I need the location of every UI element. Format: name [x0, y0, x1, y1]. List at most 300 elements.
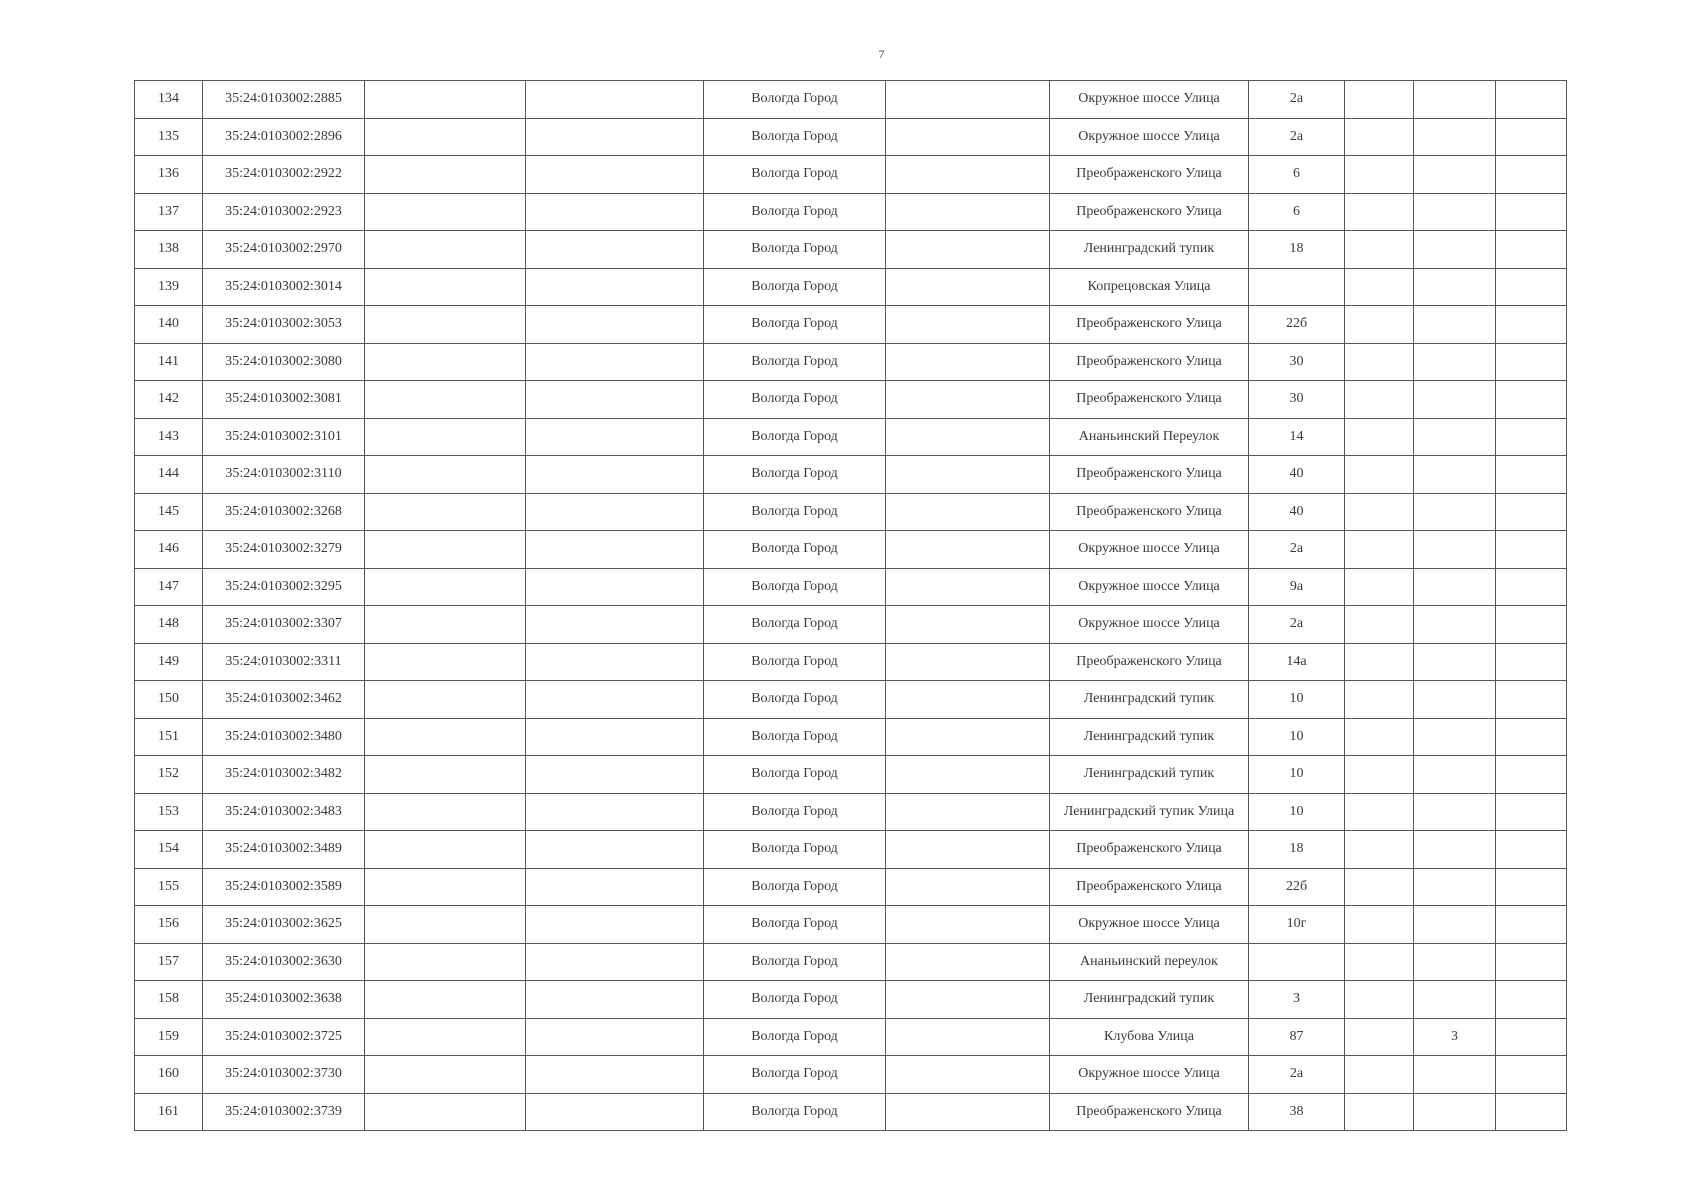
empty-cell — [1496, 1056, 1567, 1094]
table-row — [135, 981, 1567, 1019]
house-number-cell: 14 — [1249, 418, 1345, 456]
empty-cell — [1345, 418, 1414, 456]
cadastral-number-cell: 35:24:0103002:3101 — [203, 418, 365, 456]
building-cell — [1414, 756, 1496, 794]
building-cell — [1414, 231, 1496, 269]
empty-cell — [886, 681, 1050, 719]
empty-cell — [886, 306, 1050, 344]
empty-cell — [886, 268, 1050, 306]
table-row — [135, 381, 1567, 419]
street-cell: Преображенского Улица — [1050, 193, 1249, 231]
empty-cell — [886, 756, 1050, 794]
cadastral-number-cell: 35:24:0103002:2896 — [203, 118, 365, 156]
empty-cell — [365, 381, 526, 419]
empty-cell — [1345, 381, 1414, 419]
house-number-cell: 2а — [1249, 531, 1345, 569]
row-number-cell: 138 — [135, 231, 203, 269]
table-row — [135, 531, 1567, 569]
empty-cell — [1345, 568, 1414, 606]
row-number-cell: 141 — [135, 343, 203, 381]
building-cell — [1414, 1056, 1496, 1094]
row-number-cell: 153 — [135, 793, 203, 831]
table-row — [135, 231, 1567, 269]
building-cell — [1414, 306, 1496, 344]
empty-cell — [1496, 943, 1567, 981]
cadastral-number-cell: 35:24:0103002:3081 — [203, 381, 365, 419]
city-cell: Вологда Город — [704, 643, 886, 681]
row-number-cell: 158 — [135, 981, 203, 1019]
empty-cell — [1345, 306, 1414, 344]
empty-cell — [526, 606, 704, 644]
empty-cell — [886, 643, 1050, 681]
city-cell: Вологда Город — [704, 193, 886, 231]
empty-cell — [886, 531, 1050, 569]
street-cell: Преображенского Улица — [1050, 156, 1249, 194]
building-cell — [1414, 568, 1496, 606]
empty-cell — [526, 568, 704, 606]
table-row — [135, 681, 1567, 719]
row-number-cell: 148 — [135, 606, 203, 644]
empty-cell — [886, 456, 1050, 494]
building-cell — [1414, 381, 1496, 419]
empty-cell — [526, 456, 704, 494]
house-number-cell: 2а — [1249, 81, 1345, 119]
row-number-cell: 142 — [135, 381, 203, 419]
empty-cell — [1496, 643, 1567, 681]
row-number-cell: 152 — [135, 756, 203, 794]
empty-cell — [526, 793, 704, 831]
empty-cell — [1496, 1018, 1567, 1056]
empty-cell — [1345, 231, 1414, 269]
house-number-cell: 87 — [1249, 1018, 1345, 1056]
building-cell — [1414, 493, 1496, 531]
empty-cell — [886, 831, 1050, 869]
building-cell — [1414, 868, 1496, 906]
street-cell: Ленинградский тупик — [1050, 981, 1249, 1019]
empty-cell — [365, 793, 526, 831]
row-number-cell: 161 — [135, 1093, 203, 1131]
empty-cell — [365, 268, 526, 306]
empty-cell — [526, 531, 704, 569]
row-number-cell: 151 — [135, 718, 203, 756]
building-cell — [1414, 268, 1496, 306]
row-number-cell: 136 — [135, 156, 203, 194]
table-row — [135, 906, 1567, 944]
table-row — [135, 493, 1567, 531]
city-cell: Вологда Город — [704, 568, 886, 606]
city-cell: Вологда Город — [704, 156, 886, 194]
house-number-cell: 10 — [1249, 681, 1345, 719]
empty-cell — [886, 568, 1050, 606]
empty-cell — [1345, 718, 1414, 756]
empty-cell — [886, 606, 1050, 644]
empty-cell — [1345, 531, 1414, 569]
row-number-cell: 147 — [135, 568, 203, 606]
house-number-cell: 10 — [1249, 718, 1345, 756]
row-number-cell: 157 — [135, 943, 203, 981]
house-number-cell: 10г — [1249, 906, 1345, 944]
city-cell: Вологда Город — [704, 943, 886, 981]
row-number-cell: 154 — [135, 831, 203, 869]
street-cell: Преображенского Улица — [1050, 868, 1249, 906]
house-number-cell: 22б — [1249, 306, 1345, 344]
empty-cell — [1345, 456, 1414, 494]
street-cell: Ананьинский Переулок — [1050, 418, 1249, 456]
cadastral-number-cell: 35:24:0103002:3480 — [203, 718, 365, 756]
empty-cell — [365, 756, 526, 794]
empty-cell — [365, 531, 526, 569]
empty-cell — [1496, 793, 1567, 831]
table-row — [135, 718, 1567, 756]
empty-cell — [526, 868, 704, 906]
empty-cell — [1345, 793, 1414, 831]
street-cell: Преображенского Улица — [1050, 381, 1249, 419]
empty-cell — [1345, 981, 1414, 1019]
table-row — [135, 868, 1567, 906]
cadastral-number-cell: 35:24:0103002:3080 — [203, 343, 365, 381]
empty-cell — [1496, 1093, 1567, 1131]
empty-cell — [1345, 831, 1414, 869]
street-cell: Окружное шоссе Улица — [1050, 606, 1249, 644]
empty-cell — [1496, 681, 1567, 719]
registry-table — [134, 80, 1567, 1131]
row-number-cell: 156 — [135, 906, 203, 944]
city-cell: Вологда Город — [704, 268, 886, 306]
city-cell: Вологда Город — [704, 981, 886, 1019]
row-number-cell: 143 — [135, 418, 203, 456]
building-cell: 3 — [1414, 1018, 1496, 1056]
table-row — [135, 568, 1567, 606]
cadastral-number-cell: 35:24:0103002:3295 — [203, 568, 365, 606]
house-number-cell: 3 — [1249, 981, 1345, 1019]
street-cell: Окружное шоссе Улица — [1050, 531, 1249, 569]
empty-cell — [1496, 981, 1567, 1019]
city-cell: Вологда Город — [704, 118, 886, 156]
empty-cell — [526, 493, 704, 531]
empty-cell — [1496, 156, 1567, 194]
cadastral-number-cell: 35:24:0103002:3482 — [203, 756, 365, 794]
cadastral-number-cell: 35:24:0103002:3307 — [203, 606, 365, 644]
building-cell — [1414, 456, 1496, 494]
empty-cell — [365, 831, 526, 869]
empty-cell — [1496, 118, 1567, 156]
house-number-cell: 10 — [1249, 756, 1345, 794]
empty-cell — [1345, 756, 1414, 794]
empty-cell — [1345, 606, 1414, 644]
cadastral-number-cell: 35:24:0103002:3589 — [203, 868, 365, 906]
house-number-cell: 9а — [1249, 568, 1345, 606]
building-cell — [1414, 718, 1496, 756]
building-cell — [1414, 606, 1496, 644]
empty-cell — [526, 718, 704, 756]
empty-cell — [526, 906, 704, 944]
empty-cell — [526, 81, 704, 119]
empty-cell — [365, 231, 526, 269]
empty-cell — [526, 831, 704, 869]
city-cell: Вологда Город — [704, 1018, 886, 1056]
table-row — [135, 643, 1567, 681]
empty-cell — [886, 1093, 1050, 1131]
empty-cell — [886, 156, 1050, 194]
empty-cell — [1496, 81, 1567, 119]
empty-cell — [1345, 156, 1414, 194]
empty-cell — [1496, 231, 1567, 269]
row-number-cell: 145 — [135, 493, 203, 531]
row-number-cell: 137 — [135, 193, 203, 231]
empty-cell — [886, 231, 1050, 269]
table-row — [135, 756, 1567, 794]
street-cell: Окружное шоссе Улица — [1050, 1056, 1249, 1094]
house-number-cell: 30 — [1249, 381, 1345, 419]
empty-cell — [1345, 81, 1414, 119]
city-cell: Вологда Город — [704, 81, 886, 119]
house-number-cell: 38 — [1249, 1093, 1345, 1131]
cadastral-number-cell: 35:24:0103002:3489 — [203, 831, 365, 869]
table-row — [135, 118, 1567, 156]
house-number-cell: 2а — [1249, 606, 1345, 644]
table-row — [135, 456, 1567, 494]
building-cell — [1414, 943, 1496, 981]
empty-cell — [365, 81, 526, 119]
house-number-cell: 18 — [1249, 831, 1345, 869]
empty-cell — [365, 118, 526, 156]
cadastral-number-cell: 35:24:0103002:3630 — [203, 943, 365, 981]
cadastral-number-cell: 35:24:0103002:3053 — [203, 306, 365, 344]
city-cell: Вологда Город — [704, 606, 886, 644]
city-cell: Вологда Город — [704, 418, 886, 456]
empty-cell — [1496, 531, 1567, 569]
row-number-cell: 150 — [135, 681, 203, 719]
building-cell — [1414, 981, 1496, 1019]
street-cell: Ленинградский тупик — [1050, 756, 1249, 794]
city-cell: Вологда Город — [704, 793, 886, 831]
house-number-cell: 40 — [1249, 493, 1345, 531]
empty-cell — [526, 1056, 704, 1094]
building-cell — [1414, 193, 1496, 231]
city-cell: Вологда Город — [704, 868, 886, 906]
empty-cell — [1345, 343, 1414, 381]
empty-cell — [365, 1093, 526, 1131]
street-cell: Окружное шоссе Улица — [1050, 81, 1249, 119]
empty-cell — [886, 193, 1050, 231]
empty-cell — [1496, 456, 1567, 494]
empty-cell — [1345, 1093, 1414, 1131]
empty-cell — [365, 418, 526, 456]
street-cell: Преображенского Улица — [1050, 456, 1249, 494]
cadastral-number-cell: 35:24:0103002:3268 — [203, 493, 365, 531]
empty-cell — [886, 718, 1050, 756]
row-number-cell: 144 — [135, 456, 203, 494]
city-cell: Вологда Город — [704, 1056, 886, 1094]
empty-cell — [365, 606, 526, 644]
cadastral-number-cell: 35:24:0103002:3730 — [203, 1056, 365, 1094]
house-number-cell: 30 — [1249, 343, 1345, 381]
empty-cell — [1345, 868, 1414, 906]
empty-cell — [526, 156, 704, 194]
building-cell — [1414, 906, 1496, 944]
building-cell — [1414, 793, 1496, 831]
empty-cell — [886, 868, 1050, 906]
empty-cell — [1345, 906, 1414, 944]
cadastral-number-cell: 35:24:0103002:3638 — [203, 981, 365, 1019]
table-row — [135, 81, 1567, 119]
empty-cell — [886, 118, 1050, 156]
empty-cell — [365, 156, 526, 194]
cadastral-number-cell: 35:24:0103002:2922 — [203, 156, 365, 194]
row-number-cell: 146 — [135, 531, 203, 569]
empty-cell — [886, 793, 1050, 831]
house-number-cell: 18 — [1249, 231, 1345, 269]
city-cell: Вологда Город — [704, 681, 886, 719]
empty-cell — [1496, 868, 1567, 906]
street-cell: Ленинградский тупик — [1050, 231, 1249, 269]
cadastral-number-cell: 35:24:0103002:3483 — [203, 793, 365, 831]
empty-cell — [526, 756, 704, 794]
empty-cell — [886, 81, 1050, 119]
empty-cell — [1496, 306, 1567, 344]
table-row — [135, 1056, 1567, 1094]
table-row — [135, 943, 1567, 981]
table-row — [135, 343, 1567, 381]
empty-cell — [1496, 606, 1567, 644]
empty-cell — [365, 493, 526, 531]
house-number-cell: 14а — [1249, 643, 1345, 681]
cadastral-number-cell: 35:24:0103002:3279 — [203, 531, 365, 569]
table-row — [135, 831, 1567, 869]
cadastral-number-cell: 35:24:0103002:3014 — [203, 268, 365, 306]
table-row — [135, 1093, 1567, 1131]
empty-cell — [526, 681, 704, 719]
street-cell: Копрецовская Улица — [1050, 268, 1249, 306]
page-number: 7 — [878, 47, 885, 61]
street-cell: Преображенского Улица — [1050, 493, 1249, 531]
city-cell: Вологда Город — [704, 381, 886, 419]
empty-cell — [365, 868, 526, 906]
empty-cell — [886, 906, 1050, 944]
house-number-cell — [1249, 943, 1345, 981]
street-cell: Преображенского Улица — [1050, 643, 1249, 681]
empty-cell — [1345, 193, 1414, 231]
street-cell: Окружное шоссе Улица — [1050, 118, 1249, 156]
cadastral-number-cell: 35:24:0103002:3110 — [203, 456, 365, 494]
empty-cell — [886, 493, 1050, 531]
cadastral-number-cell: 35:24:0103002:2885 — [203, 81, 365, 119]
empty-cell — [886, 418, 1050, 456]
empty-cell — [526, 943, 704, 981]
empty-cell — [1496, 718, 1567, 756]
empty-cell — [1345, 493, 1414, 531]
cadastral-number-cell: 35:24:0103002:3625 — [203, 906, 365, 944]
empty-cell — [1496, 493, 1567, 531]
table-row — [135, 306, 1567, 344]
empty-cell — [365, 1056, 526, 1094]
building-cell — [1414, 418, 1496, 456]
empty-cell — [365, 906, 526, 944]
empty-cell — [365, 306, 526, 344]
empty-cell — [1496, 568, 1567, 606]
cadastral-number-cell: 35:24:0103002:3462 — [203, 681, 365, 719]
row-number-cell: 139 — [135, 268, 203, 306]
empty-cell — [526, 268, 704, 306]
street-cell: Ананьинский переулок — [1050, 943, 1249, 981]
row-number-cell: 155 — [135, 868, 203, 906]
city-cell: Вологда Город — [704, 718, 886, 756]
table-row — [135, 268, 1567, 306]
cadastral-number-cell: 35:24:0103002:2923 — [203, 193, 365, 231]
table-body — [135, 81, 1567, 1131]
empty-cell — [1496, 193, 1567, 231]
empty-cell — [526, 1093, 704, 1131]
city-cell: Вологда Город — [704, 531, 886, 569]
empty-cell — [1496, 906, 1567, 944]
row-number-cell: 134 — [135, 81, 203, 119]
street-cell: Преображенского Улица — [1050, 831, 1249, 869]
cadastral-number-cell: 35:24:0103002:3311 — [203, 643, 365, 681]
row-number-cell: 135 — [135, 118, 203, 156]
street-cell: Клубова Улица — [1050, 1018, 1249, 1056]
row-number-cell: 159 — [135, 1018, 203, 1056]
city-cell: Вологда Город — [704, 1093, 886, 1131]
table-row — [135, 418, 1567, 456]
street-cell: Ленинградский тупик — [1050, 681, 1249, 719]
street-cell: Преображенского Улица — [1050, 343, 1249, 381]
empty-cell — [1496, 268, 1567, 306]
empty-cell — [1345, 681, 1414, 719]
empty-cell — [1345, 1056, 1414, 1094]
street-cell: Окружное шоссе Улица — [1050, 568, 1249, 606]
building-cell — [1414, 156, 1496, 194]
empty-cell — [1496, 756, 1567, 794]
building-cell — [1414, 81, 1496, 119]
street-cell: Окружное шоссе Улица — [1050, 906, 1249, 944]
city-cell: Вологда Город — [704, 456, 886, 494]
empty-cell — [365, 718, 526, 756]
row-number-cell: 149 — [135, 643, 203, 681]
city-cell: Вологда Город — [704, 756, 886, 794]
empty-cell — [1345, 1018, 1414, 1056]
city-cell: Вологда Город — [704, 306, 886, 344]
street-cell: Ленинградский тупик — [1050, 718, 1249, 756]
table-row — [135, 193, 1567, 231]
building-cell — [1414, 343, 1496, 381]
empty-cell — [365, 681, 526, 719]
empty-cell — [526, 231, 704, 269]
house-number-cell: 2а — [1249, 1056, 1345, 1094]
empty-cell — [526, 118, 704, 156]
empty-cell — [1496, 831, 1567, 869]
empty-cell — [365, 456, 526, 494]
empty-cell — [526, 193, 704, 231]
empty-cell — [1345, 943, 1414, 981]
empty-cell — [365, 1018, 526, 1056]
empty-cell — [526, 381, 704, 419]
empty-cell — [526, 643, 704, 681]
building-cell — [1414, 531, 1496, 569]
empty-cell — [365, 943, 526, 981]
house-number-cell: 2а — [1249, 118, 1345, 156]
empty-cell — [526, 306, 704, 344]
city-cell: Вологда Город — [704, 231, 886, 269]
row-number-cell: 160 — [135, 1056, 203, 1094]
table-row — [135, 606, 1567, 644]
empty-cell — [365, 568, 526, 606]
empty-cell — [365, 981, 526, 1019]
empty-cell — [526, 343, 704, 381]
empty-cell — [526, 1018, 704, 1056]
empty-cell — [365, 643, 526, 681]
street-cell: Ленинградский тупик Улица — [1050, 793, 1249, 831]
empty-cell — [365, 193, 526, 231]
